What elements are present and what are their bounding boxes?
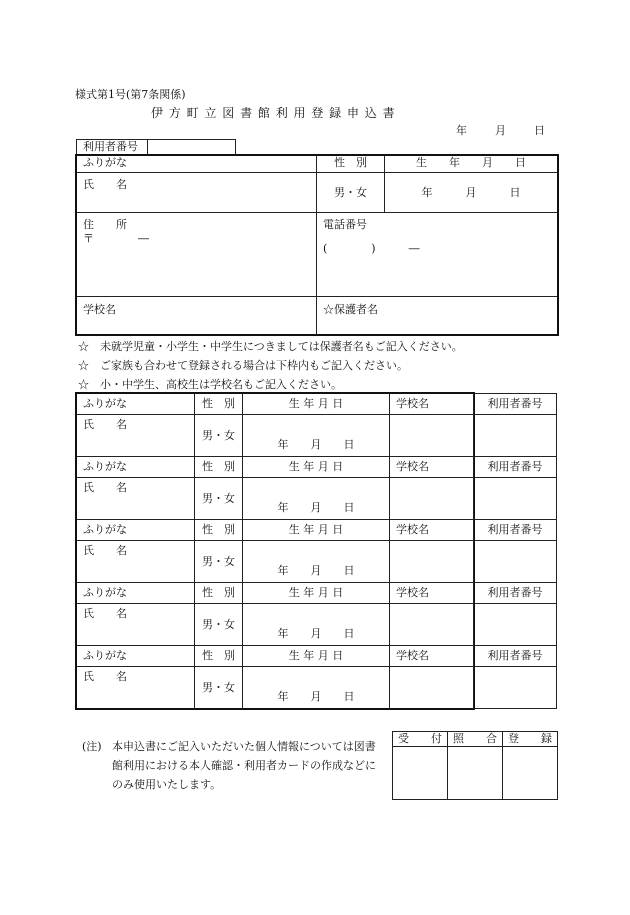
gender-field[interactable]: 男・女 [317, 173, 385, 213]
family-furigana-label: ふりがな [77, 583, 195, 604]
family-birth-label: 生 年 月 日 [243, 583, 390, 604]
family-user-number-field[interactable] [474, 478, 557, 520]
form-number: 様式第1号(第7条関係) [75, 88, 186, 101]
family-name-label: 氏 名 [83, 481, 127, 494]
family-gender-field[interactable]: 男・女 [195, 478, 243, 520]
family-name-label: 氏 名 [83, 418, 127, 431]
family-user-number-table [473, 393, 557, 709]
birth-field[interactable]: 年 月 日 [385, 173, 558, 213]
name-label: 氏 名 [83, 178, 127, 191]
family-name-field[interactable] [77, 604, 195, 646]
notes [78, 337, 463, 394]
registration-label: 登 録 [503, 732, 558, 747]
family-user-number-label: 利用者番号 [474, 646, 557, 667]
family-name-label: 氏 名 [83, 670, 127, 683]
address-label: 住 所 [83, 218, 127, 231]
family-furigana-label: ふりがな [77, 646, 195, 667]
family-user-number-label: 利用者番号 [474, 520, 557, 541]
family-furigana-label: ふりがな [77, 394, 195, 415]
family-user-number-label: 利用者番号 [474, 457, 557, 478]
note-item: ☆ ご家族も合わせて登録される場合は下枠内もご記入ください。 [78, 359, 408, 372]
phone-format: ( ) ― [323, 242, 420, 255]
family-school-label: 学校名 [390, 457, 474, 478]
family-user-number-field[interactable] [474, 667, 557, 709]
family-school-label: 学校名 [390, 520, 474, 541]
family-school-label: 学校名 [390, 646, 474, 667]
family-gender-label: 性 別 [195, 646, 243, 667]
gender-label: 性 別 [317, 156, 385, 173]
family-school-field[interactable] [390, 604, 474, 646]
family-name-label: 氏 名 [83, 607, 127, 620]
phone-field[interactable] [317, 213, 558, 297]
address-field[interactable] [77, 213, 317, 297]
family-birth-field[interactable]: 年 月 日 [243, 667, 390, 709]
guardian-field[interactable] [317, 297, 558, 335]
birth-label: 生 年 月 日 [385, 156, 558, 173]
family-gender-label: 性 別 [195, 583, 243, 604]
family-school-label: 学校名 [390, 583, 474, 604]
verification-label: 照 合 [448, 732, 503, 747]
phone-label: 電話番号 [323, 218, 367, 231]
note-item: ☆ 未就学児童・小学生・中学生につきましては保護者名もご記入ください。 [78, 340, 463, 353]
user-number-box [76, 139, 236, 156]
family-birth-label: 生 年 月 日 [243, 646, 390, 667]
privacy-note-prefix: (注) [82, 740, 102, 753]
family-birth-field[interactable]: 年 月 日 [243, 604, 390, 646]
family-school-field[interactable] [390, 478, 474, 520]
applicant-table [76, 155, 558, 335]
user-number-label: 利用者番号 [77, 140, 148, 156]
family-table [76, 393, 474, 709]
family-birth-label: 生 年 月 日 [243, 394, 390, 415]
furigana-label: ふりがな [77, 156, 317, 173]
family-name-label: 氏 名 [83, 544, 127, 557]
guardian-label: ☆保護者名 [323, 303, 378, 316]
family-gender-label: 性 別 [195, 520, 243, 541]
postal-code: 〒 ― [83, 232, 149, 245]
user-number-field[interactable] [148, 140, 236, 156]
privacy-note: 本申込書にご記入いただいた個人情報については図書館利用における本人確認・利用者カードの作成などにのみ使用いたします。 [112, 740, 376, 791]
family-gender-field[interactable]: 男・女 [195, 541, 243, 583]
registration-stamp[interactable] [503, 747, 558, 800]
family-school-label: 学校名 [390, 394, 474, 415]
family-gender-field[interactable]: 男・女 [195, 604, 243, 646]
family-name-field[interactable] [77, 415, 195, 457]
reception-stamp[interactable] [393, 747, 448, 800]
family-user-number-label: 利用者番号 [474, 583, 557, 604]
family-birth-field[interactable]: 年 月 日 [243, 478, 390, 520]
school-field[interactable] [77, 297, 317, 335]
family-furigana-label: ふりがな [77, 520, 195, 541]
family-birth-label: 生 年 月 日 [243, 457, 390, 478]
family-user-number-field[interactable] [474, 604, 557, 646]
family-user-number-label: 利用者番号 [474, 394, 557, 415]
reception-label: 受 付 [393, 732, 448, 747]
family-school-field[interactable] [390, 415, 474, 457]
family-furigana-label: ふりがな [77, 457, 195, 478]
verification-stamp[interactable] [448, 747, 503, 800]
family-school-field[interactable] [390, 541, 474, 583]
application-date: 年 月 日 [456, 124, 547, 137]
family-name-field[interactable] [77, 478, 195, 520]
office-use-box [392, 731, 558, 800]
family-name-field[interactable] [77, 667, 195, 709]
family-gender-field[interactable]: 男・女 [195, 667, 243, 709]
family-gender-field[interactable]: 男・女 [195, 415, 243, 457]
family-name-field[interactable] [77, 541, 195, 583]
family-gender-label: 性 別 [195, 457, 243, 478]
name-field[interactable] [77, 173, 317, 213]
school-label: 学校名 [83, 303, 116, 316]
family-birth-field[interactable]: 年 月 日 [243, 541, 390, 583]
family-user-number-field[interactable] [474, 415, 557, 457]
form-title: 伊 方 町 立 図 書 館 利 用 登 録 申 込 書 [151, 106, 396, 120]
family-birth-field[interactable]: 年 月 日 [243, 415, 390, 457]
family-school-field[interactable] [390, 667, 474, 709]
family-user-number-field[interactable] [474, 541, 557, 583]
family-gender-label: 性 別 [195, 394, 243, 415]
family-birth-label: 生 年 月 日 [243, 520, 390, 541]
note-item: ☆ 小・中学生、高校生は学校名もご記入ください。 [78, 378, 342, 391]
